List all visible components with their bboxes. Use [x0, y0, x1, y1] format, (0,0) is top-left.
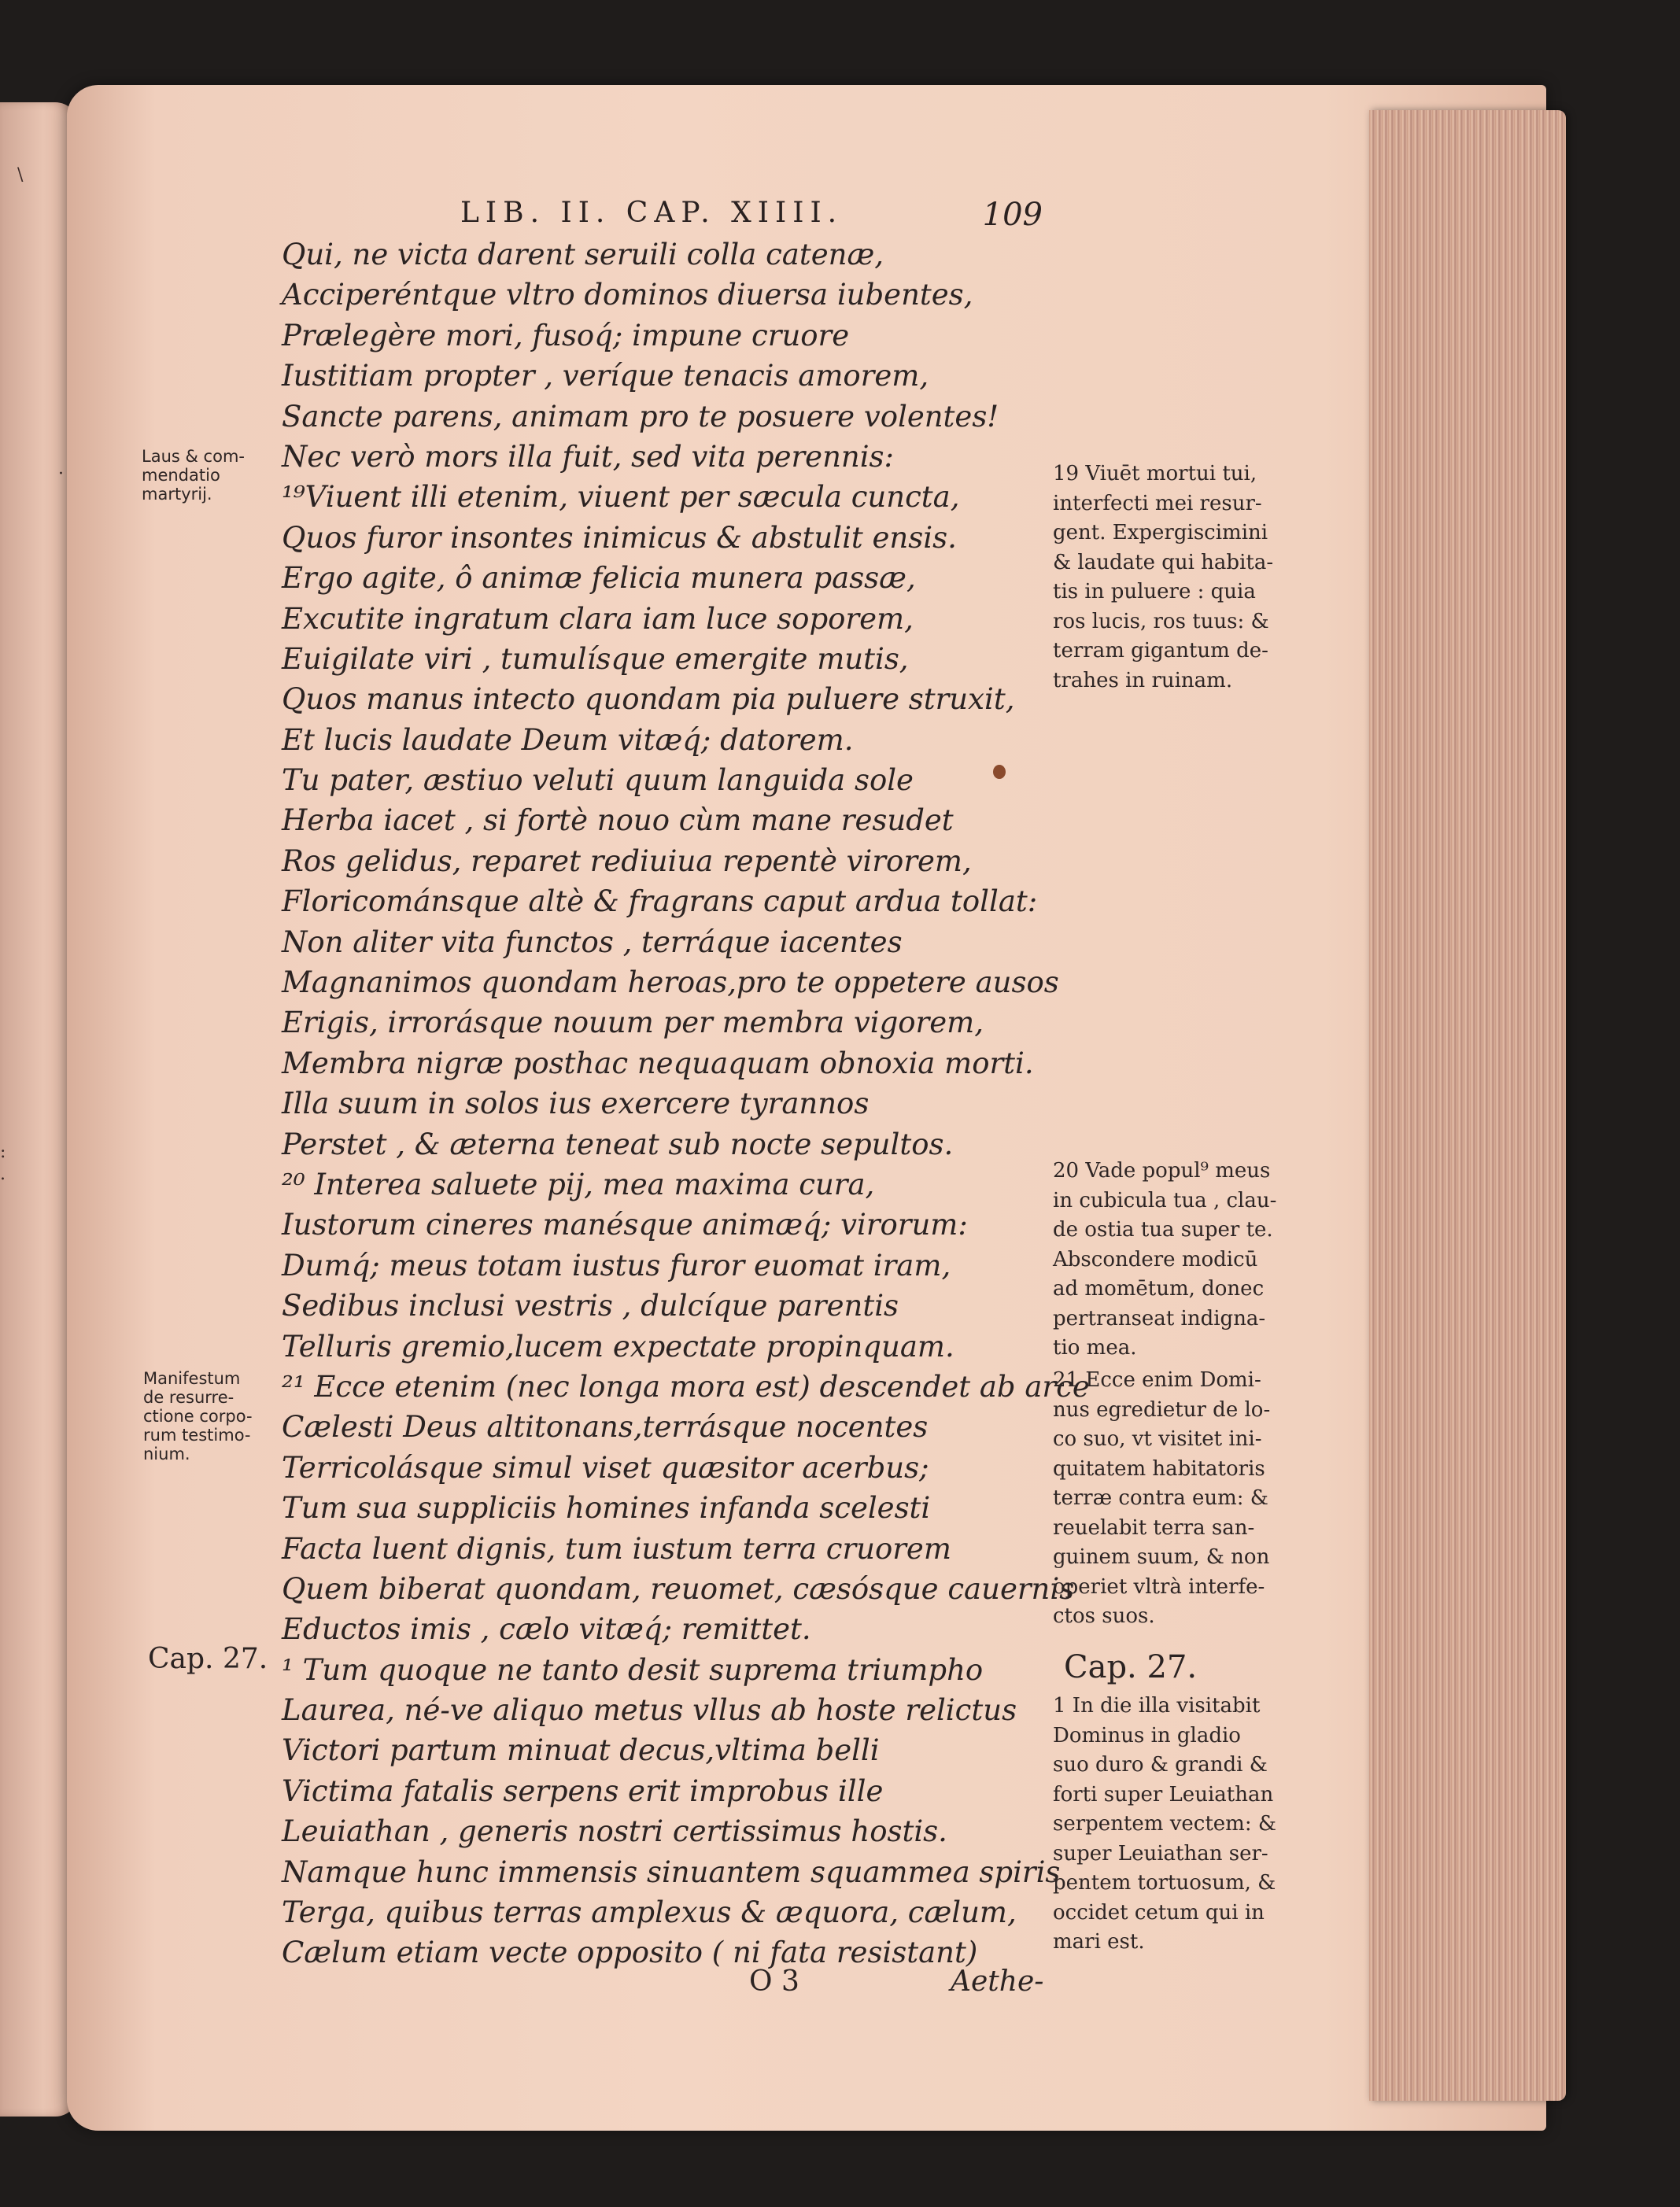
- verse-line: Telluris gremio,lucem expectate propinquam.: [282, 1329, 954, 1364]
- note-line: Abscondere modicū: [1053, 1247, 1258, 1271]
- note-line: ctos suos.: [1053, 1604, 1155, 1628]
- right-margin-note-19: [1053, 459, 1309, 696]
- verse-line: Ros gelidus, reparet rediuiua repentè virorem,: [282, 843, 972, 878]
- note-line: mendatio: [142, 466, 220, 485]
- verse-line: Prælegère mori, fusoq́; impune cruore: [282, 318, 850, 352]
- right-margin-note-21: [1053, 1366, 1309, 1632]
- verse-line: Nec verò mors illa fuit, sed vita perennis:: [282, 439, 895, 474]
- page-header: [460, 197, 1043, 236]
- note-line: & laudate qui habita-: [1053, 550, 1274, 574]
- verse-line: Iustitiam propter , veríque tenacis amorem,: [282, 359, 929, 393]
- verse-line: Eductos imis , cælo vitæq́; remittet.: [282, 1612, 811, 1647]
- verse-line: ¹⁹Viuent illi etenim, viuent per sæcula cuncta,: [282, 480, 960, 515]
- note-line: co suo, vt visitet ini-: [1053, 1427, 1262, 1451]
- note-line: pertranseat indigna-: [1053, 1306, 1266, 1330]
- chapter-marker-left: Cap. 27.: [148, 1643, 268, 1675]
- verse-line: Quem biberat quondam, reuomet, cæsósque cauernis: [282, 1571, 1075, 1606]
- note-line: serpentem vectem: &: [1053, 1812, 1276, 1836]
- verse-line: Et lucis laudate Deum vitæq́; datorem.: [282, 722, 854, 757]
- note-line: terram gigantum de-: [1053, 639, 1268, 662]
- poem-text: [282, 234, 1090, 1973]
- note-line: reuelabit terra san-: [1053, 1515, 1255, 1540]
- verse-line: Herba iacet , si fortè nouo cùm mane resudet: [282, 803, 954, 838]
- verse-line: Cælesti Deus altitonans,terrásque nocentes: [282, 1410, 929, 1445]
- margin-mark: ·: [58, 464, 64, 484]
- note-line: terræ contra eum: &: [1053, 1486, 1268, 1510]
- signature-mark: O 3: [749, 1965, 799, 1998]
- note-line: ctione corpo-: [143, 1407, 253, 1426]
- note-line: Manifestum: [143, 1369, 241, 1388]
- margin-mark: \: [17, 165, 24, 185]
- verse-line: Excutite ingratum clara iam luce soporem,: [282, 601, 914, 636]
- note-line: tis in puluere : quia: [1053, 580, 1256, 603]
- note-line: super Leuiathan ser-: [1053, 1841, 1268, 1866]
- verse-line: Euigilate viri , tumulísque emergite mutis,: [282, 641, 909, 676]
- note-line: interfecti mei resur-: [1053, 491, 1262, 515]
- note-line: ad momētum, donec: [1053, 1277, 1265, 1301]
- right-margin-note-20: [1053, 1157, 1309, 1364]
- verse-line: ²⁰ Interea saluete pij, mea maxima cura,: [282, 1167, 875, 1201]
- note-line: pentem tortuosum, &: [1053, 1871, 1276, 1895]
- verse-line: Quos furor insontes inimicus & abstulit ensis.: [282, 520, 957, 555]
- running-head: LIB. II. CAP. XIIII.: [460, 197, 844, 229]
- note-line: in cubicula tua , clau-: [1053, 1188, 1277, 1212]
- verse-line: Victima fatalis serpens erit improbus ille: [282, 1773, 884, 1808]
- verse-line: Ergo agite, ô animæ felicia munera passæ,: [282, 561, 916, 596]
- note-line: de ostia tua super te.: [1053, 1218, 1273, 1242]
- verse-line: Tum sua suppliciis homines infanda scelesti: [282, 1491, 931, 1526]
- page-number: 109: [982, 197, 1043, 233]
- verse-line: Perstet , & æterna teneat sub nocte sepultos.: [282, 1127, 954, 1161]
- note-line: mari est.: [1053, 1930, 1145, 1954]
- page-edges: [1369, 110, 1566, 2101]
- note-line: 19 Viuēt mortui tui,: [1053, 462, 1257, 485]
- verse-line: Laurea, né-ve aliquo metus vllus ab hoste relictus: [282, 1693, 1017, 1728]
- verse-line: Non aliter vita functos , terráque iacentes: [282, 925, 903, 959]
- verse-line: Qui, ne victa darent seruili colla catenæ,: [282, 238, 884, 271]
- right-margin-note-cap27: [1053, 1692, 1309, 1958]
- note-line: martyrij.: [142, 485, 212, 504]
- note-line: operiet vltrà interfe-: [1053, 1574, 1265, 1599]
- verse-line: Facta luent dignis, tum iustum terra cruorem: [282, 1531, 951, 1566]
- verse-line: ²¹ Ecce etenim (nec longa mora est) descendet ab arce: [282, 1369, 1090, 1404]
- verse-line: Tu pater, æstiuo veluti quum languida sole: [282, 763, 914, 798]
- note-line: nus egredietur de lo-: [1053, 1397, 1271, 1422]
- note-line: gent. Expergiscimini: [1053, 521, 1268, 544]
- note-line: Dominus in gladio: [1053, 1723, 1241, 1748]
- catchword: Aethe-: [951, 1965, 1044, 1998]
- verse-line: Dumq́; meus totam iustus furor euomat iram,: [282, 1248, 951, 1282]
- note-line: 1 In die illa visitabit: [1053, 1694, 1261, 1718]
- verse-line: Sedibus inclusi vestris , dulcíque parentis: [282, 1289, 899, 1323]
- note-line: de resurre-: [143, 1388, 234, 1407]
- note-line: 21 Ecce enim Domi-: [1053, 1368, 1261, 1392]
- note-line: Laus & com-: [142, 447, 245, 466]
- note-line: rum testimo-: [143, 1426, 251, 1445]
- verse-line: Quos manus intecto quondam pia puluere struxit,: [282, 682, 1015, 717]
- margin-mark: :: [0, 1142, 6, 1162]
- ink-stain: [993, 765, 1006, 779]
- note-line: 20 Vade popul⁹ meus: [1053, 1159, 1271, 1183]
- note-line: nium.: [143, 1445, 190, 1463]
- note-line: quitatem habitatoris: [1053, 1456, 1265, 1481]
- verse-line: Erigis, irrorásque nouum per membra vigorem,: [282, 1006, 984, 1040]
- chapter-marker-right: Cap. 27.: [1064, 1649, 1198, 1685]
- verse-line: Namque hunc immensis sinuantem squammea spiris: [282, 1855, 1061, 1889]
- left-margin-note-1: [142, 447, 245, 504]
- verse-line: Acciperéntque vltro dominos diuersa iubentes,: [282, 278, 973, 312]
- verse-line: Iustorum cineres manésque animæq́; virorum:: [282, 1208, 968, 1242]
- note-line: trahes in ruinam.: [1053, 668, 1233, 692]
- note-line: tio mea.: [1053, 1336, 1137, 1360]
- note-line: guinem suum, & non: [1053, 1545, 1270, 1569]
- verse-line: Magnanimos quondam heroas,pro te oppetere ausos: [282, 965, 1059, 1000]
- verse-line: Victori partum minuat decus,vltima belli: [282, 1733, 880, 1768]
- note-line: ros lucis, ros tuus: &: [1053, 609, 1269, 633]
- verse-line: Cælum etiam vecte opposito ( ni fata resistant): [282, 1936, 978, 1970]
- verse-line: Illa suum in solos ius exercere tyrannos: [282, 1087, 870, 1121]
- margin-mark: .: [0, 1164, 6, 1184]
- verse-line: Terricolásque simul viset quæsitor acerbus;: [282, 1450, 929, 1485]
- verse-line: Terga, quibus terras amplexus & æquora, cælum,: [282, 1895, 1017, 1930]
- verse-line: Floricománsque altè & fragrans caput ardua tollat:: [282, 884, 1038, 919]
- verse-line: Sancte parens, animam pro te posuere volentes!: [282, 399, 999, 434]
- left-margin-note-2: [143, 1369, 253, 1463]
- verse-line: Leuiathan , generis nostri certissimus hostis.: [282, 1814, 947, 1849]
- note-line: occidet cetum qui in: [1053, 1900, 1265, 1925]
- verse-line: ¹ Tum quoque ne tanto desit suprema triumpho: [282, 1652, 984, 1687]
- verse-line: Membra nigræ posthac nequaquam obnoxia morti.: [282, 1046, 1034, 1080]
- note-line: forti super Leuiathan: [1053, 1782, 1274, 1807]
- note-line: suo duro & grandi &: [1053, 1753, 1268, 1777]
